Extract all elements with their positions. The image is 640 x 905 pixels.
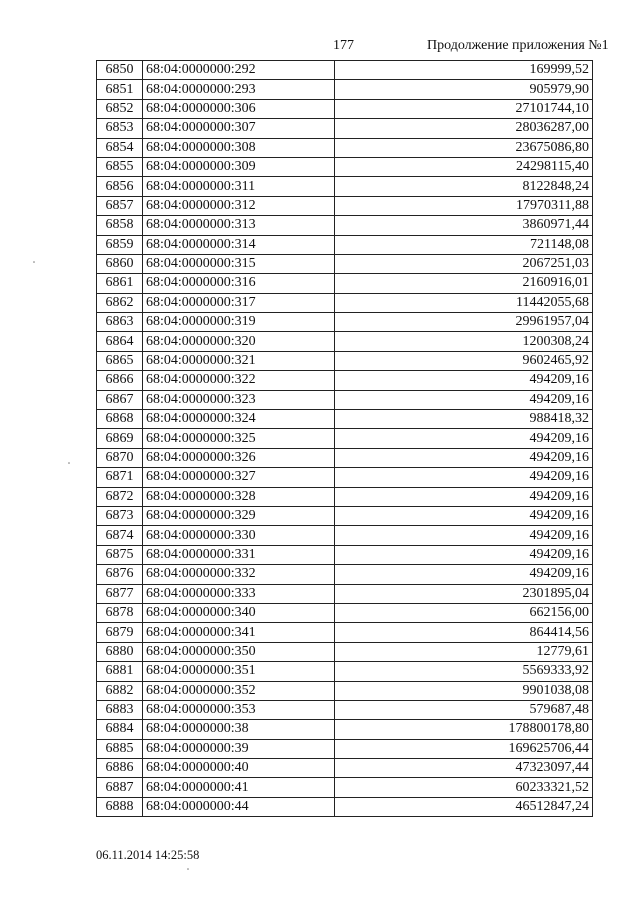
table-row	[97, 274, 593, 293]
table-row	[97, 235, 593, 254]
cadastral-value: 579687,48	[335, 700, 593, 719]
table-row	[97, 778, 593, 797]
cadastral-value: 905979,90	[335, 80, 593, 99]
cadastral-value: 28036287,00	[335, 119, 593, 138]
row-number: 6879	[97, 623, 143, 642]
table-row	[97, 99, 593, 118]
row-number: 6887	[97, 778, 143, 797]
cadastral-number: 68:04:0000000:39	[143, 739, 335, 758]
cadastral-number: 68:04:0000000:327	[143, 468, 335, 487]
row-number: 6850	[97, 61, 143, 80]
continuation-label: Продолжение приложения №1	[427, 38, 609, 53]
cadastral-value: 662156,00	[335, 603, 593, 622]
scan-speck	[33, 261, 35, 263]
row-number: 6860	[97, 254, 143, 273]
table-row	[97, 410, 593, 429]
table-row	[97, 700, 593, 719]
table-row	[97, 797, 593, 816]
print-timestamp: 06.11.2014 14:25:58	[96, 848, 200, 862]
table-row	[97, 545, 593, 564]
cadastral-value: 8122848,24	[335, 177, 593, 196]
table-row	[97, 429, 593, 448]
cadastral-value: 12779,61	[335, 642, 593, 661]
page-header	[0, 38, 640, 58]
cadastral-value-table	[96, 60, 593, 817]
cadastral-value: 60233321,52	[335, 778, 593, 797]
cadastral-number: 68:04:0000000:293	[143, 80, 335, 99]
cadastral-number: 68:04:0000000:331	[143, 545, 335, 564]
cadastral-value: 17970311,88	[335, 196, 593, 215]
cadastral-value: 29961957,04	[335, 313, 593, 332]
cadastral-value: 2160916,01	[335, 274, 593, 293]
cadastral-number: 68:04:0000000:316	[143, 274, 335, 293]
table-row	[97, 254, 593, 273]
cadastral-value: 27101744,10	[335, 99, 593, 118]
cadastral-number: 68:04:0000000:311	[143, 177, 335, 196]
table-row	[97, 196, 593, 215]
table-row	[97, 351, 593, 370]
cadastral-number: 68:04:0000000:320	[143, 332, 335, 351]
cadastral-number: 68:04:0000000:307	[143, 119, 335, 138]
cadastral-value: 494209,16	[335, 565, 593, 584]
row-number: 6854	[97, 138, 143, 157]
cadastral-value: 169999,52	[335, 61, 593, 80]
cadastral-number: 68:04:0000000:292	[143, 61, 335, 80]
cadastral-value: 494209,16	[335, 390, 593, 409]
cadastral-value: 11442055,68	[335, 293, 593, 312]
cadastral-number: 68:04:0000000:341	[143, 623, 335, 642]
cadastral-number: 68:04:0000000:325	[143, 429, 335, 448]
cadastral-number: 68:04:0000000:324	[143, 410, 335, 429]
cadastral-number: 68:04:0000000:306	[143, 99, 335, 118]
row-number: 6862	[97, 293, 143, 312]
cadastral-value: 9602465,92	[335, 351, 593, 370]
row-number: 6872	[97, 487, 143, 506]
row-number: 6873	[97, 506, 143, 525]
cadastral-value: 3860971,44	[335, 216, 593, 235]
cadastral-number: 68:04:0000000:350	[143, 642, 335, 661]
cadastral-number: 68:04:0000000:353	[143, 700, 335, 719]
row-number: 6853	[97, 119, 143, 138]
table-row	[97, 371, 593, 390]
table-row	[97, 526, 593, 545]
table-body	[97, 61, 593, 817]
table-row	[97, 759, 593, 778]
row-number: 6856	[97, 177, 143, 196]
row-number: 6877	[97, 584, 143, 603]
table-row	[97, 623, 593, 642]
row-number: 6869	[97, 429, 143, 448]
row-number: 6878	[97, 603, 143, 622]
table-row	[97, 332, 593, 351]
row-number: 6868	[97, 410, 143, 429]
table-row	[97, 138, 593, 157]
row-number: 6870	[97, 448, 143, 467]
table-row	[97, 681, 593, 700]
table-row	[97, 584, 593, 603]
row-number: 6883	[97, 700, 143, 719]
row-number: 6874	[97, 526, 143, 545]
table-row	[97, 157, 593, 176]
table-row	[97, 506, 593, 525]
cadastral-value: 721148,08	[335, 235, 593, 254]
row-number: 6867	[97, 390, 143, 409]
cadastral-number: 68:04:0000000:323	[143, 390, 335, 409]
cadastral-number: 68:04:0000000:329	[143, 506, 335, 525]
cadastral-value: 169625706,44	[335, 739, 593, 758]
table-row	[97, 603, 593, 622]
cadastral-number: 68:04:0000000:319	[143, 313, 335, 332]
cadastral-value: 864414,56	[335, 623, 593, 642]
cadastral-value: 5569333,92	[335, 662, 593, 681]
cadastral-value: 494209,16	[335, 468, 593, 487]
row-number: 6886	[97, 759, 143, 778]
row-number: 6851	[97, 80, 143, 99]
cadastral-number: 68:04:0000000:38	[143, 720, 335, 739]
cadastral-value: 494209,16	[335, 545, 593, 564]
cadastral-number: 68:04:0000000:312	[143, 196, 335, 215]
table-row	[97, 177, 593, 196]
table-row	[97, 119, 593, 138]
row-number: 6857	[97, 196, 143, 215]
cadastral-value: 494209,16	[335, 526, 593, 545]
row-number: 6888	[97, 797, 143, 816]
row-number: 6855	[97, 157, 143, 176]
table-row	[97, 216, 593, 235]
cadastral-number: 68:04:0000000:308	[143, 138, 335, 157]
cadastral-number: 68:04:0000000:328	[143, 487, 335, 506]
cadastral-number: 68:04:0000000:44	[143, 797, 335, 816]
table-row	[97, 662, 593, 681]
row-number: 6864	[97, 332, 143, 351]
cadastral-number: 68:04:0000000:352	[143, 681, 335, 700]
scan-speck	[68, 462, 70, 464]
row-number: 6852	[97, 99, 143, 118]
cadastral-value: 2067251,03	[335, 254, 593, 273]
table-row	[97, 80, 593, 99]
cadastral-number: 68:04:0000000:315	[143, 254, 335, 273]
cadastral-value: 1200308,24	[335, 332, 593, 351]
scan-speck	[187, 868, 189, 870]
row-number: 6876	[97, 565, 143, 584]
table-row	[97, 642, 593, 661]
row-number: 6885	[97, 739, 143, 758]
cadastral-number: 68:04:0000000:314	[143, 235, 335, 254]
cadastral-number: 68:04:0000000:332	[143, 565, 335, 584]
row-number: 6880	[97, 642, 143, 661]
cadastral-number: 68:04:0000000:330	[143, 526, 335, 545]
cadastral-value: 988418,32	[335, 410, 593, 429]
row-number: 6865	[97, 351, 143, 370]
row-number: 6866	[97, 371, 143, 390]
table-row	[97, 448, 593, 467]
table-row	[97, 487, 593, 506]
cadastral-value: 46512847,24	[335, 797, 593, 816]
cadastral-value: 23675086,80	[335, 138, 593, 157]
table-row	[97, 390, 593, 409]
table-row	[97, 565, 593, 584]
cadastral-number: 68:04:0000000:309	[143, 157, 335, 176]
row-number: 6875	[97, 545, 143, 564]
cadastral-value: 47323097,44	[335, 759, 593, 778]
cadastral-number: 68:04:0000000:317	[143, 293, 335, 312]
cadastral-number: 68:04:0000000:321	[143, 351, 335, 370]
cadastral-value: 494209,16	[335, 448, 593, 467]
cadastral-number: 68:04:0000000:322	[143, 371, 335, 390]
cadastral-number: 68:04:0000000:351	[143, 662, 335, 681]
row-number: 6881	[97, 662, 143, 681]
cadastral-value: 494209,16	[335, 429, 593, 448]
cadastral-value: 494209,16	[335, 506, 593, 525]
table-row	[97, 313, 593, 332]
table-row	[97, 61, 593, 80]
row-number: 6882	[97, 681, 143, 700]
cadastral-value: 494209,16	[335, 371, 593, 390]
table-row	[97, 739, 593, 758]
row-number: 6858	[97, 216, 143, 235]
cadastral-value: 2301895,04	[335, 584, 593, 603]
page-number: 177	[333, 38, 354, 53]
table-row	[97, 293, 593, 312]
cadastral-number: 68:04:0000000:41	[143, 778, 335, 797]
row-number: 6863	[97, 313, 143, 332]
table-row	[97, 720, 593, 739]
cadastral-number: 68:04:0000000:40	[143, 759, 335, 778]
cadastral-number: 68:04:0000000:326	[143, 448, 335, 467]
cadastral-value: 9901038,08	[335, 681, 593, 700]
row-number: 6859	[97, 235, 143, 254]
cadastral-value: 24298115,40	[335, 157, 593, 176]
row-number: 6884	[97, 720, 143, 739]
row-number: 6871	[97, 468, 143, 487]
cadastral-number: 68:04:0000000:333	[143, 584, 335, 603]
table-row	[97, 468, 593, 487]
cadastral-value: 178800178,80	[335, 720, 593, 739]
cadastral-number: 68:04:0000000:340	[143, 603, 335, 622]
cadastral-number: 68:04:0000000:313	[143, 216, 335, 235]
cadastral-value: 494209,16	[335, 487, 593, 506]
row-number: 6861	[97, 274, 143, 293]
